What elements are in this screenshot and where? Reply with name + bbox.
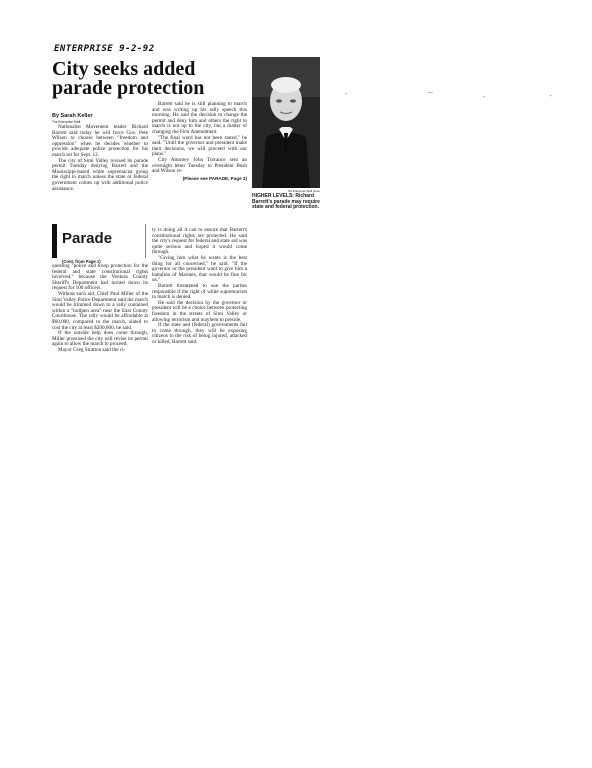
article-column-3 bbox=[52, 264, 148, 354]
handwritten-source-note: ENTERPRISE 9-2-92 bbox=[54, 44, 155, 54]
jump-head: Parade bbox=[62, 230, 113, 247]
paragraph: Barrett threatened to sue the parties responsible if the right of white supremacists to march is denied. bbox=[152, 282, 247, 301]
byline-staff: The Enterprise Staff bbox=[52, 120, 81, 124]
news-photo-richard-barrett bbox=[252, 57, 320, 188]
paragraph: "Giving him what he wants is the best thing for all concerned," he said. "If the governor or the president want to give him a battalion of Marines, that would be fine for us." bbox=[152, 254, 247, 284]
paragraph: Mayor Greg Stratton said the ci- bbox=[58, 346, 126, 353]
continued-from-line: (Cont. from Page 1) bbox=[62, 259, 101, 264]
paragraph: ty is doing all it can to ensure that Barrett's constitutional rights are protected. He said the city's request for federal and state aid was quite serious and hoped it would come through. bbox=[152, 227, 247, 256]
paragraph: questing "police and troop protection for the federal and state constitutional rights involved," because the Ventura County Sheriff's Department had turned down its request for 100 officers. bbox=[52, 263, 148, 292]
headline: City seeks added parade protection bbox=[52, 58, 205, 99]
photo-caption: HIGHER LEVELS: Richard Barrett's parade may require state and federal protection. bbox=[252, 193, 320, 211]
photo-credit: The Enterprise Staff photo bbox=[287, 189, 320, 193]
margin-mark: - bbox=[482, 92, 487, 101]
paragraph: Nationalist Movement leader Richard Barrett said today he will force Gov. Pete Wilson to choose between "freedom and oppression" when he decides whether to provide adequate police protection for his march set for Sept. 12. bbox=[52, 124, 148, 158]
portrait-image bbox=[252, 57, 320, 188]
paragraph: "The final word has not been stated," he said. "Until the governor and president make their decisions, we will proceed with our plans." bbox=[152, 134, 247, 158]
jump-head-box bbox=[52, 224, 146, 258]
margin-mark: - bbox=[344, 89, 349, 98]
paragraph: Without such aid, Chief Paul Miller of the Simi Valley Police Department said the march would be trimmed down to a rally contained within a "bullpen area" near the East County Courthouse. The rally would be affordable at $60,000, compared to the march, slated to cost the city at least $200,000, he said. bbox=[52, 290, 148, 331]
article-column-1 bbox=[52, 125, 148, 192]
paragraph: He said the decision by the governor or president will be a choice between protecting freedom in the streets of Simi Valley or allowing terrorism and mayhem to preside. bbox=[152, 299, 247, 323]
article-column-2 bbox=[152, 102, 247, 181]
margin-mark: - bbox=[548, 91, 553, 100]
margin-mark: — bbox=[428, 88, 433, 97]
paragraph: Barrett said he is still planning to march and was writing up his rally speech this morning. He said the decision to change the permit and deny him and others the right to march is not up to the city, but a matter of changing the First Amendment. bbox=[152, 101, 247, 135]
jump-line: (Please see PARADE, Page 3) bbox=[182, 175, 247, 181]
paragraph: City Attorney John Torrance sent an overnight letter Tuesday to President Bush and Wilson re- bbox=[152, 156, 247, 175]
article-column-4 bbox=[152, 228, 247, 345]
paragraph: If the state and (federal) governments fail to come through, they will be exposing citizens to the risk of being injured, attacked or killed, Barrett said. bbox=[152, 322, 247, 345]
paragraph: The city of Simi Valley revised its parade permit Tuesday denying Barrett and the Mississippi-based white supremacist group the right to march unless the state or federal government comes up with additional police assistance. bbox=[52, 157, 148, 192]
byline: By Sarah Keller bbox=[52, 113, 93, 119]
paragraph: If the outside help does come through, Miller promised the city will revise its permit again to allow the march to proceed. bbox=[52, 330, 148, 348]
